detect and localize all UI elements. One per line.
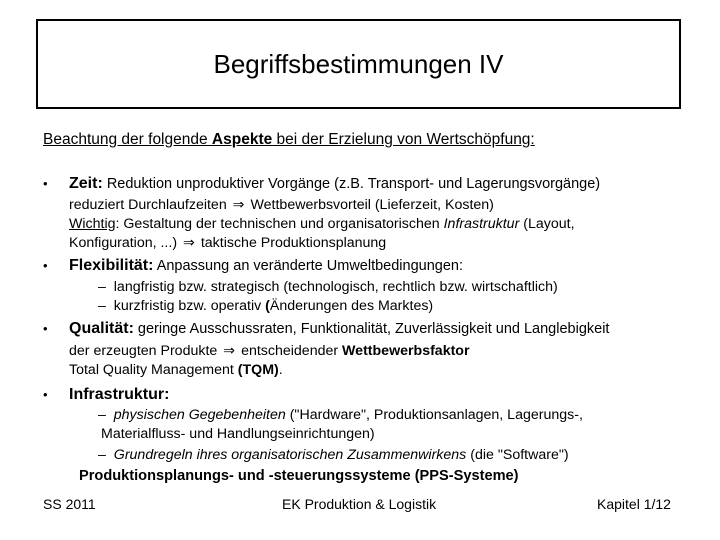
sub-item: – langfristig bzw. strategisch (technologisch, rechtlich bzw. wirtschaftlich)	[98, 279, 558, 295]
item-intro: Anpassung an veränderte Umweltbedingungen:	[156, 258, 464, 274]
implies-arrow-icon: ⇒	[183, 235, 195, 251]
page-title: Begriffsbestimmungen IV	[213, 48, 504, 79]
subheading-bold-word: Aspekte	[211, 131, 273, 148]
bullet-icon: •	[43, 176, 48, 191]
item-term: Zeit	[69, 175, 98, 192]
sub-item-continuation: Materialfluss- und Handlungseinrichtungen)	[101, 426, 375, 442]
item-heading: Flexibilität: Anpassung an veränderte Umweltbedingungen:	[69, 257, 464, 274]
bullet-icon: •	[43, 321, 48, 336]
item-intro: Reduktion unproduktiver Vorgänge (z.B. Transport- und Lagerungsvorgänge)	[106, 176, 601, 192]
item-line: der erzeugten Produkte ⇒ entscheidender Wettbewerbsfaktor	[69, 343, 470, 359]
implies-arrow-icon: ⇒	[223, 343, 236, 359]
dash-icon: –	[98, 447, 106, 463]
item-heading: Infrastruktur:	[69, 386, 170, 403]
item-line: reduziert Durchlaufzeiten ⇒ Wettbewerbsvorteil (Lieferzeit, Kosten)	[69, 197, 494, 213]
item-heading: Zeit: Reduktion unproduktiver Vorgänge (z.B. Transport- und Lagerungsvorgänge)	[69, 175, 601, 192]
item-intro: geringe Ausschussraten, Funktionalität, Zuverlässigkeit und Langlebigkeit	[137, 321, 610, 337]
title-box	[36, 19, 681, 109]
item-line: Total Quality Management (TQM).	[69, 362, 283, 378]
item-term: Qualität	[69, 320, 129, 337]
item-term: Infrastruktur	[69, 386, 165, 403]
bullet-icon: •	[43, 387, 48, 402]
implies-arrow-icon: ⇒	[232, 197, 245, 213]
item-line: Konfiguration, ...) ⇒ taktische Produktionsplanung	[69, 235, 387, 251]
item-term: Flexibilität	[69, 257, 149, 274]
sub-item: – physischen Gegebenheiten ("Hardware", Produktionsanlagen, Lagerungs-,	[98, 407, 583, 423]
sub-item-summary: Produktionsplanungs- und -steuerungssysteme (PPS-Systeme)	[79, 468, 519, 484]
item-line: Wichtig: Gestaltung der technischen und organisatorischen Infrastruktur (Layout,	[69, 216, 575, 232]
footer-term: SS 2011	[43, 496, 96, 512]
footer-course: EK Produktion & Logistik	[282, 496, 437, 512]
wichtig-label: Wichtig	[69, 216, 116, 232]
dash-icon: –	[98, 279, 106, 295]
sub-item: – Grundregeln ihres organisatorischen Zusammenwirkens (die "Software")	[98, 447, 569, 463]
dash-icon: –	[98, 298, 106, 314]
item-heading: Qualität: geringe Ausschussraten, Funktionalität, Zuverlässigkeit und Langlebigkeit	[69, 320, 610, 337]
sub-item: – kurzfristig bzw. operativ (Änderungen des Marktes)	[98, 298, 434, 314]
dash-icon: –	[98, 407, 106, 423]
subheading: Beachtung der folgende Aspekte bei der Erzielung von Wertschöpfung:	[43, 131, 535, 148]
footer-chapter: Kapitel 1/12	[597, 496, 671, 512]
bullet-icon: •	[43, 258, 48, 273]
